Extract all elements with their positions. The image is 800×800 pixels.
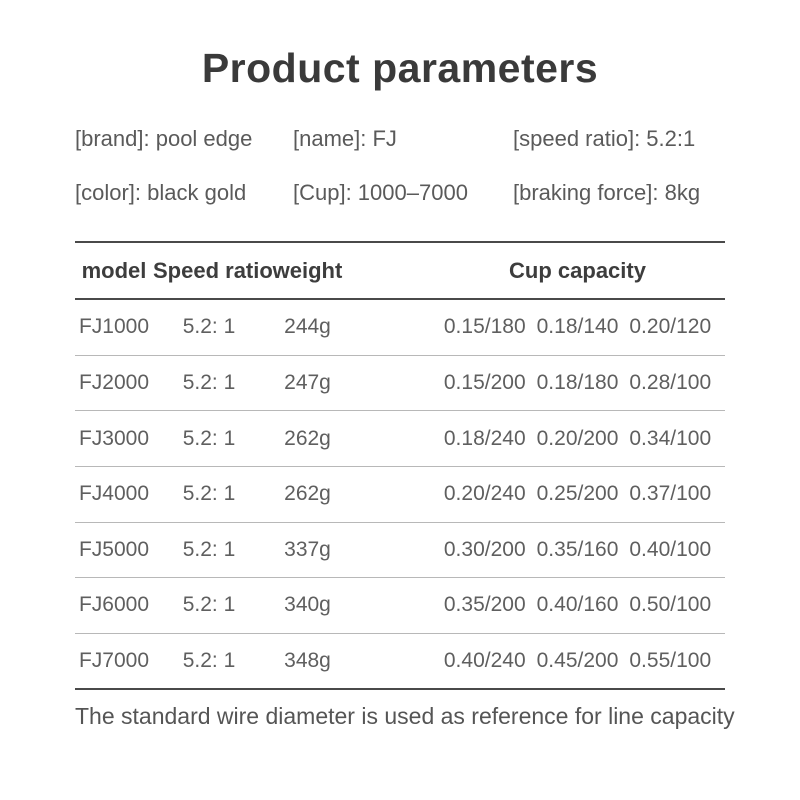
table-row [75,523,725,579]
speed-ratio-cell: 5.2: 1 [182,537,236,561]
cup-capacity-cell [350,593,725,617]
model-cell: FJ6000 [78,593,150,617]
speed-ratio-cell: 5.2: 1 [182,649,236,673]
model-cell: FJ4000 [78,482,150,506]
cup-capacity-value: 0.35/160 [536,537,619,561]
speed-ratio-cell: 5.2: 1 [182,482,236,506]
spec-color: [color]: black gold [75,180,247,206]
cup-capacity-value: 0.40/100 [629,537,712,561]
cup-capacity-value: 0.25/200 [536,482,619,506]
cup-capacity-value: 0.40/240 [443,649,526,673]
spec-cup: [Cup]: 1000–7000 [293,180,468,206]
cup-capacity-value: 0.35/200 [443,593,526,617]
speed-ratio-cell: 5.2: 1 [182,593,236,617]
speed-ratio-cell: 5.2: 1 [182,315,236,339]
spec-list [75,125,745,207]
column-header-weight: weight [272,257,343,283]
model-cell: FJ3000 [78,426,150,450]
table-row [75,634,725,689]
cup-capacity-cell [350,315,725,339]
weight-cell: 337g [284,537,331,561]
cup-capacity-value: 0.18/140 [536,315,619,339]
column-header-speed-ratio: Speed ratio [153,257,273,283]
weight-cell: 348g [284,649,331,673]
table-row [75,356,725,412]
parameters-table [75,241,725,690]
weight-cell: 262g [284,482,331,506]
footnote: The standard wire diameter is used as reference for line capacity [75,703,735,730]
cup-capacity-cell [350,649,725,673]
weight-cell: 244g [284,315,331,339]
cup-capacity-value: 0.15/180 [443,315,526,339]
table-row [75,300,725,356]
spec-speed-ratio: [speed ratio]: 5.2:1 [513,126,696,152]
table-row [75,411,725,467]
page-title: Product parameters [201,45,599,91]
spec-braking-force: [braking force]: 8kg [513,180,701,206]
speed-ratio-cell: 5.2: 1 [182,426,236,450]
table-row [75,467,725,523]
model-cell: FJ5000 [78,537,150,561]
cup-capacity-value: 0.18/180 [536,371,619,395]
cup-capacity-value: 0.20/240 [443,482,526,506]
cup-capacity-cell [350,427,725,451]
cup-capacity-value: 0.28/100 [629,371,712,395]
cup-capacity-value: 0.20/200 [536,426,619,450]
cup-capacity-value: 0.15/200 [443,371,526,395]
cup-capacity-value: 0.40/160 [536,593,619,617]
cup-capacity-cell [350,538,725,562]
table-header-row [75,243,725,300]
cup-capacity-value: 0.55/100 [629,649,712,673]
cup-capacity-value: 0.45/200 [536,649,619,673]
spec-brand: [brand]: pool edge [75,126,253,152]
model-cell: FJ1000 [78,315,150,339]
speed-ratio-cell: 5.2: 1 [182,371,236,395]
table-row [75,578,725,634]
cup-capacity-cell [350,482,725,506]
cup-capacity-value: 0.34/100 [629,426,712,450]
cup-capacity-cell [350,371,725,395]
cup-capacity-value: 0.30/200 [443,537,526,561]
weight-cell: 262g [284,426,331,450]
model-cell: FJ7000 [78,649,150,673]
cup-capacity-value: 0.18/240 [443,426,526,450]
cup-capacity-value: 0.37/100 [629,482,712,506]
model-cell: FJ2000 [78,371,150,395]
weight-cell: 340g [284,593,331,617]
cup-capacity-value: 0.20/120 [629,315,712,339]
column-header-cup-capacity: Cup capacity [509,257,646,283]
column-header-model: model [81,257,147,283]
cup-capacity-value: 0.50/100 [629,593,712,617]
weight-cell: 247g [284,371,331,395]
spec-name: [name]: FJ [293,126,397,152]
